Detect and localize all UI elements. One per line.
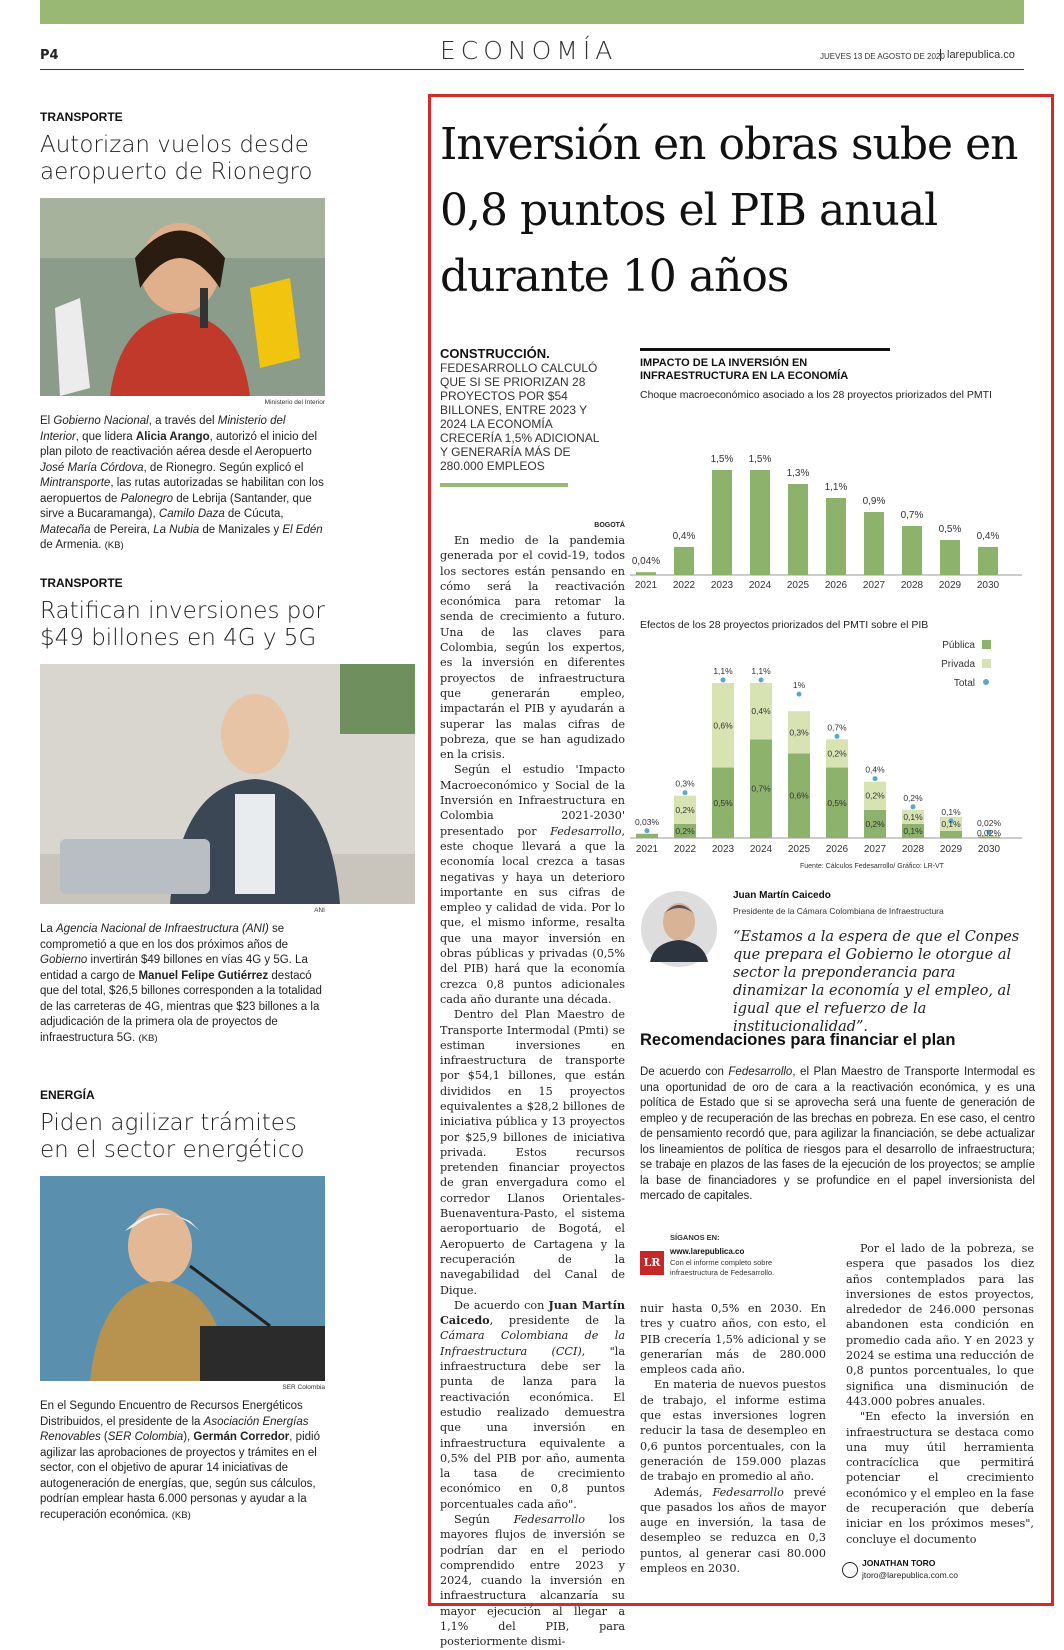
legend-swatch-privada [982, 659, 991, 668]
total-point-2025 [797, 692, 802, 697]
recommendations-text: De acuerdo con Fedesarrollo, el Plan Maestro de Transporte Intermodal es una oportunidad de oro de cara a la reactivación económica, y es una política de Estado que si se aprovecha será una fuente de generación de empleo y de recuperación de las brechas en pobreza. En ese caso, el centro de pensamiento recordó que, para agilizar la financiación, se debe actualizar los lineamientos de política de riesgos para el desarrollo de infraestructura; se trabaje en plazos de las fases de la ejecución de los proyectos; se amplíe la base de financiadores y se profundice en el papel inversionista del mercado de capitales. [640, 1066, 1035, 1202]
chart-subtitle-2: Efectos de los 28 proyectos priorizados del PMTI sobre el PIB [640, 619, 929, 631]
legend-swatch-total [983, 679, 989, 685]
site-link[interactable]: larepublica.co [940, 49, 1015, 61]
photo-credit: Ministerio del Interior [264, 399, 325, 406]
tick-label-2028: 2028 [901, 844, 925, 855]
body-column-3: Por el lado de la pobreza, se espera que pasados los diez años contemplados para las inversiones de estos proyectos, alrededor de 246.000 personas abandonen esta condición en promedio cada año. Y en 2023 y 2024 se estima una reducción de 0,8 puntos porcentuales, lo que significa una disminución de 443.000 pobres anuales. "En efecto la inversión en infraestructura se destaca como una muy útil herramienta contracíclica que permitirá potenciar el crecimiento económico y el empleo en la fase de recuperación que debería iniciar en los próximos meses", concluye el documento [846, 1242, 1034, 1546]
total-label-2025: 1% [792, 680, 806, 691]
tick-label-2025: 2025 [787, 844, 811, 855]
bar-2025 [788, 484, 808, 575]
total-point-2023 [721, 678, 726, 683]
deck-divider [440, 483, 568, 487]
bar-2022 [674, 547, 694, 575]
data-label-2021: 0,04% [631, 556, 661, 568]
total-label-2024: 1,1% [751, 666, 771, 676]
tick-label-2023: 2023 [710, 580, 734, 591]
quote-author: Juan Martín Caicedo [733, 890, 831, 901]
section-subtitle: Recomendaciones para financiar el plan [640, 1031, 956, 1049]
bar-publica-2021 [636, 834, 658, 838]
photo-german-corredor [40, 1176, 325, 1381]
tick-label-2027: 2027 [863, 844, 887, 855]
data-label-2025: 1,3% [786, 468, 810, 479]
total-point-2024 [759, 678, 764, 683]
author-name: JONATHAN TORO [862, 1558, 936, 1568]
chart-subtitle-1: Choque macroeconómico asociado a los 28 proyectos priorizados del PMTI [640, 389, 992, 401]
deck-text: FEDESARROLLO CALCULÓ QUE SI SE PRIORIZAN 28 PROYECTOS POR $54 BILLONES, ENTRE 2023 Y 2024 LA ECONOMÍA CRECERÍA 1,5% ADICIONAL Y GENERARÍA MÁS DE 280.000 EMPLEOS [440, 361, 599, 473]
author-email[interactable]: jtoro@larepublica.com.co [862, 1570, 959, 1580]
privada-label-2022: 0,2% [675, 804, 695, 815]
bar-2030 [978, 547, 998, 575]
tick-label-2030: 2030 [976, 580, 1000, 591]
top-color-bar [40, 0, 1024, 24]
article-body: La Agencia Nacional de Infraestructura (ANI) se comprometió a que en los dos próximos años de Gobierno invertirán $49 billones en vías 4G y 5G. La entidad a cargo de Manuel Felipe Gutiérrez destacó que del total, $26,5 billones corresponden a la totalidad de las carreteras de 4G, mientras que $23 billones a la adjudicación de la primera ola de proyectos de infraestructura 5G. (KB) [40, 923, 322, 1044]
data-label-2030: 0,4% [976, 531, 1000, 542]
publica-label-2022: 0,2% [675, 825, 695, 836]
privada-label-2023: 0,6% [713, 720, 733, 731]
deck-kicker: CONSTRUCCIÓN. [440, 346, 550, 361]
kicker: ENERGÍA [40, 1088, 95, 1102]
column-text: En medio de la pandemia generada por el covid-19, todos los sectores están pensando en cómo será la reactivación económica para retomar la senda de crecimiento a futuro. Una de las claves para Colombia, según los expertos, es la inversión en diferentes proyectos de infraestructura que generarán empleo, impactarán el PIB y ayudarán a superar las malas cifras de pobreza, que se han agudizado en la crisis. Según el estudio 'Impacto Macroeconómico y Social de la Inversión en Infraestructura en Colombia 2021-2030' presentado por Fedesarrollo, este choque llevará a que la economía local crezca a tasas negativas y haya un deterioro importante en sus cifras de empleo y calidad de vida. Por lo que, el mismo informe, resalta que una mayor inversión en obras públicas y privadas (0,5% del PIB) hará que la economía crezca 0,8 puntos adicionales cada año durante una década. Dentro del Plan Maestro de Transporte Intermodal (Pmti) se estiman inversiones en infraestructura de transporte por $54,1 billones, que están divididos en 15 proyectos equivalentes a $28,2 billones de iniciativa pública y 13 proyectos por $25,9 billones de iniciativa privada. Estos recursos pretenden financiar proyectos de gran envergadura como el corredor Llanos Orientales-Buenaventura-Pasto, el sistema aeroportuario de Bogotá, el Aeropuerto de Cartagena y la recuperación de la navegabilidad del Canal de Dique. De acuerdo con Juan Martín Caicedo, presidente de la Cámara Colombiana de la Infraestructura (CCI), "la infraestructura debe ser la punta de lanza para la reactivación económica. El estudio realizado demuestra que una inversión en infraestructura equivalente a 0,5% del PIB por año, aumenta la tasa de crecimiento económico en 0,8 puntos porcentuales cada año". Según Fedesarrollo los mayores flujos de inversión se podrían dar en el periodo comprendido entre 2023 y 2024, cuando la inversión en infraestructura alcanzaría su mayor ejecución al llegar a 1,1% del PIB, para posteriormente dismi- [440, 534, 625, 1649]
privada-label-2029: 0,1% [941, 818, 961, 829]
tick-label-2021: 2021 [634, 580, 658, 591]
privada-label-2026: 0,2% [827, 748, 847, 759]
lr-site-link[interactable]: www.larepublica.co [670, 1247, 745, 1256]
tick-label-2029: 2029 [938, 580, 962, 591]
privada-label-2025: 0,3% [789, 727, 809, 738]
bar-2024 [750, 470, 770, 575]
total-label-2022: 0,3% [675, 778, 695, 789]
total-label-2023: 1,1% [713, 666, 733, 676]
total-label-2026: 0,7% [827, 722, 847, 733]
dateline: BOGOTÁ [594, 522, 625, 529]
publica-label-2028: 0,1% [903, 825, 923, 836]
follow-label: SÍGANOS EN: [670, 1233, 720, 1242]
main-headline: Inversión en obras sube en 0,8 puntos el PIB anual durante 10 años [440, 119, 1018, 302]
article-rionegro [40, 110, 325, 554]
tick-label-2025: 2025 [786, 580, 810, 591]
tick-label-2028: 2028 [900, 580, 924, 591]
issue-date: JUEVES 13 DE AGOSTO DE 2020 [820, 52, 945, 61]
total-point-2027 [873, 776, 878, 781]
total-point-2026 [835, 734, 840, 739]
avatar-juan-martin-caicedo [640, 890, 718, 968]
quote-author-role: Presidente de la Cámara Colombiana de Infraestructura [733, 906, 944, 916]
bar-2021 [636, 572, 656, 575]
article-deck [440, 346, 605, 473]
total-label-2029: 0,1% [941, 806, 961, 817]
follow-us-box [640, 1233, 830, 1293]
kicker: TRANSPORTE [40, 576, 123, 590]
total-label-2030: 0,02% [976, 818, 1002, 829]
tick-label-2029: 2029 [939, 844, 963, 855]
tick-label-2030: 2030 [977, 844, 1001, 855]
lr-logo: LR [640, 1251, 664, 1275]
tick-label-2026: 2026 [824, 580, 848, 591]
photo-alicia-arango [40, 198, 325, 396]
article-4g-5g [40, 576, 325, 1046]
publica-label-2023: 0,5% [713, 797, 733, 808]
photo-credit: ANI [314, 907, 325, 914]
legend-total: Total [953, 678, 975, 689]
data-label-2027: 0,9% [862, 496, 886, 507]
bar-2027 [864, 512, 884, 575]
bar-publica-2029 [940, 831, 962, 838]
tick-label-2024: 2024 [749, 844, 773, 855]
tick-label-2022: 2022 [672, 580, 696, 591]
lr-note: Con el informe completo sobre infraestructura de Fedesarrollo. [670, 1258, 775, 1277]
total-label-2028: 0,2% [903, 792, 923, 803]
author-icon [842, 1562, 858, 1578]
body-column-1 [440, 522, 625, 1650]
bar-2023 [712, 470, 732, 575]
publica-label-2030: 0,02% [976, 828, 1002, 838]
data-label-2024: 1,5% [748, 454, 772, 465]
article-title: Ratifican inversiones por $49 billones en 4G y 5G [40, 598, 325, 651]
privada-label-2024: 0,4% [751, 706, 771, 717]
chart-pib-effects [630, 635, 1030, 863]
data-label-2023: 1,5% [710, 454, 734, 465]
total-label-2021: 0,03% [634, 816, 660, 827]
total-point-2021 [645, 828, 650, 833]
data-label-2022: 0,4% [672, 531, 696, 542]
article-body: El Gobierno Nacional, a través del Ministerio del Interior, que lidera Alicia Arango, autorizó el inicio del plan piloto de reactivación aérea desde el Aeropuerto José María Córdova, de Rionegro. Según explicó el Mintransporte, las rutas autorizadas se habilitan con los aeropuertos de Palonegro de Lebrija (Santander, que sirve a Bucaramanga), Camilo Daza de Cúcuta, Matecaña de Pereira, La Nubia de Manizales y El Edén de Armenia. (KB) [40, 415, 324, 551]
data-label-2028: 0,7% [900, 510, 924, 521]
total-point-2028 [911, 804, 916, 809]
page-header [40, 28, 1024, 70]
privada-label-2028: 0,1% [903, 811, 923, 822]
article-title: Piden agilizar trámites en el sector energético [40, 1110, 305, 1163]
bar-2029 [940, 540, 960, 575]
section-title: ECONOMÍA [440, 36, 618, 65]
tick-label-2021: 2021 [635, 844, 659, 855]
kicker: TRANSPORTE [40, 110, 123, 124]
publica-label-2027: 0,2% [865, 818, 885, 829]
publica-label-2024: 0,7% [751, 783, 771, 794]
pull-quote: “Estamos a la espera de que el Conpes que prepara el Gobierno le otorgue al sector la preponderancia para dinamizar la economía y el empleo, al igual que el refuerzo de la institucionalidad”. [733, 929, 1020, 1035]
page-number: P4 [40, 48, 59, 63]
bar-2026 [826, 498, 846, 575]
total-label-2027: 0,4% [865, 764, 885, 775]
chart-source: Fuente: Cálculos Fedesarrollo/ Gráfico: LR-VT [800, 863, 944, 870]
privada-label-2027: 0,2% [865, 790, 885, 801]
legend-pública: Pública [942, 640, 975, 651]
tick-label-2023: 2023 [711, 844, 735, 855]
tick-label-2026: 2026 [825, 844, 849, 855]
chart-title: IMPACTO DE LA INVERSIÓN EN INFRAESTRUCTURA EN LA ECONOMÍA [640, 348, 890, 383]
tick-label-2027: 2027 [862, 580, 886, 591]
publica-label-2025: 0,6% [789, 790, 809, 801]
body-column-2: nuir hasta 0,5% en 2030. En tres y cuatro años, con esto, el PIB crecería 1,5% adicional y se generarían más de 280.000 empleos cada año. En materia de nuevos puestos de trabajo, el informe estima que estas inversiones logren reducir la tasa de desempleo en 0,6 puntos porcentuales, con la generación de 159.000 plazas de trabajo en promedio al año. Además, Fedesarrollo prevé que pasados los años de mayor auge en inversión, la tasa de desempleo se reduzca en 0,3 puntos, al generar casi 80.000 empleos en 2030. [640, 1302, 826, 1576]
bar-2028 [902, 526, 922, 575]
data-label-2026: 1,1% [824, 482, 848, 493]
chart-economy-impact [630, 405, 1030, 610]
article-title: Autorizan vuelos desde aeropuerto de Rionegro [40, 132, 313, 185]
publica-label-2026: 0,5% [827, 797, 847, 808]
tick-label-2022: 2022 [673, 844, 697, 855]
legend-privada: Privada [941, 659, 975, 670]
total-point-2022 [683, 790, 688, 795]
legend-swatch-pública [982, 640, 991, 649]
tick-label-2024: 2024 [748, 580, 772, 591]
article-energia [40, 1088, 325, 1523]
photo-credit: SER Colombia [282, 1384, 325, 1391]
data-label-2029: 0,5% [938, 524, 962, 535]
photo-manuel-gutierrez [40, 664, 415, 904]
article-body: En el Segundo Encuentro de Recursos Energéticos Distribuidos, el presidente de la Asociación Energías Renovables (SER Colombia), Germán Corredor, pidió agilizar las aprobaciones de proyectos y trámites en el sector, con el objetivo de apurar 14 iniciativas de autogeneración de energías, que, según sus cálculos, podrían emplear hasta 6.000 personas y ayudar a la recuperación económica. (KB) [40, 1400, 320, 1521]
